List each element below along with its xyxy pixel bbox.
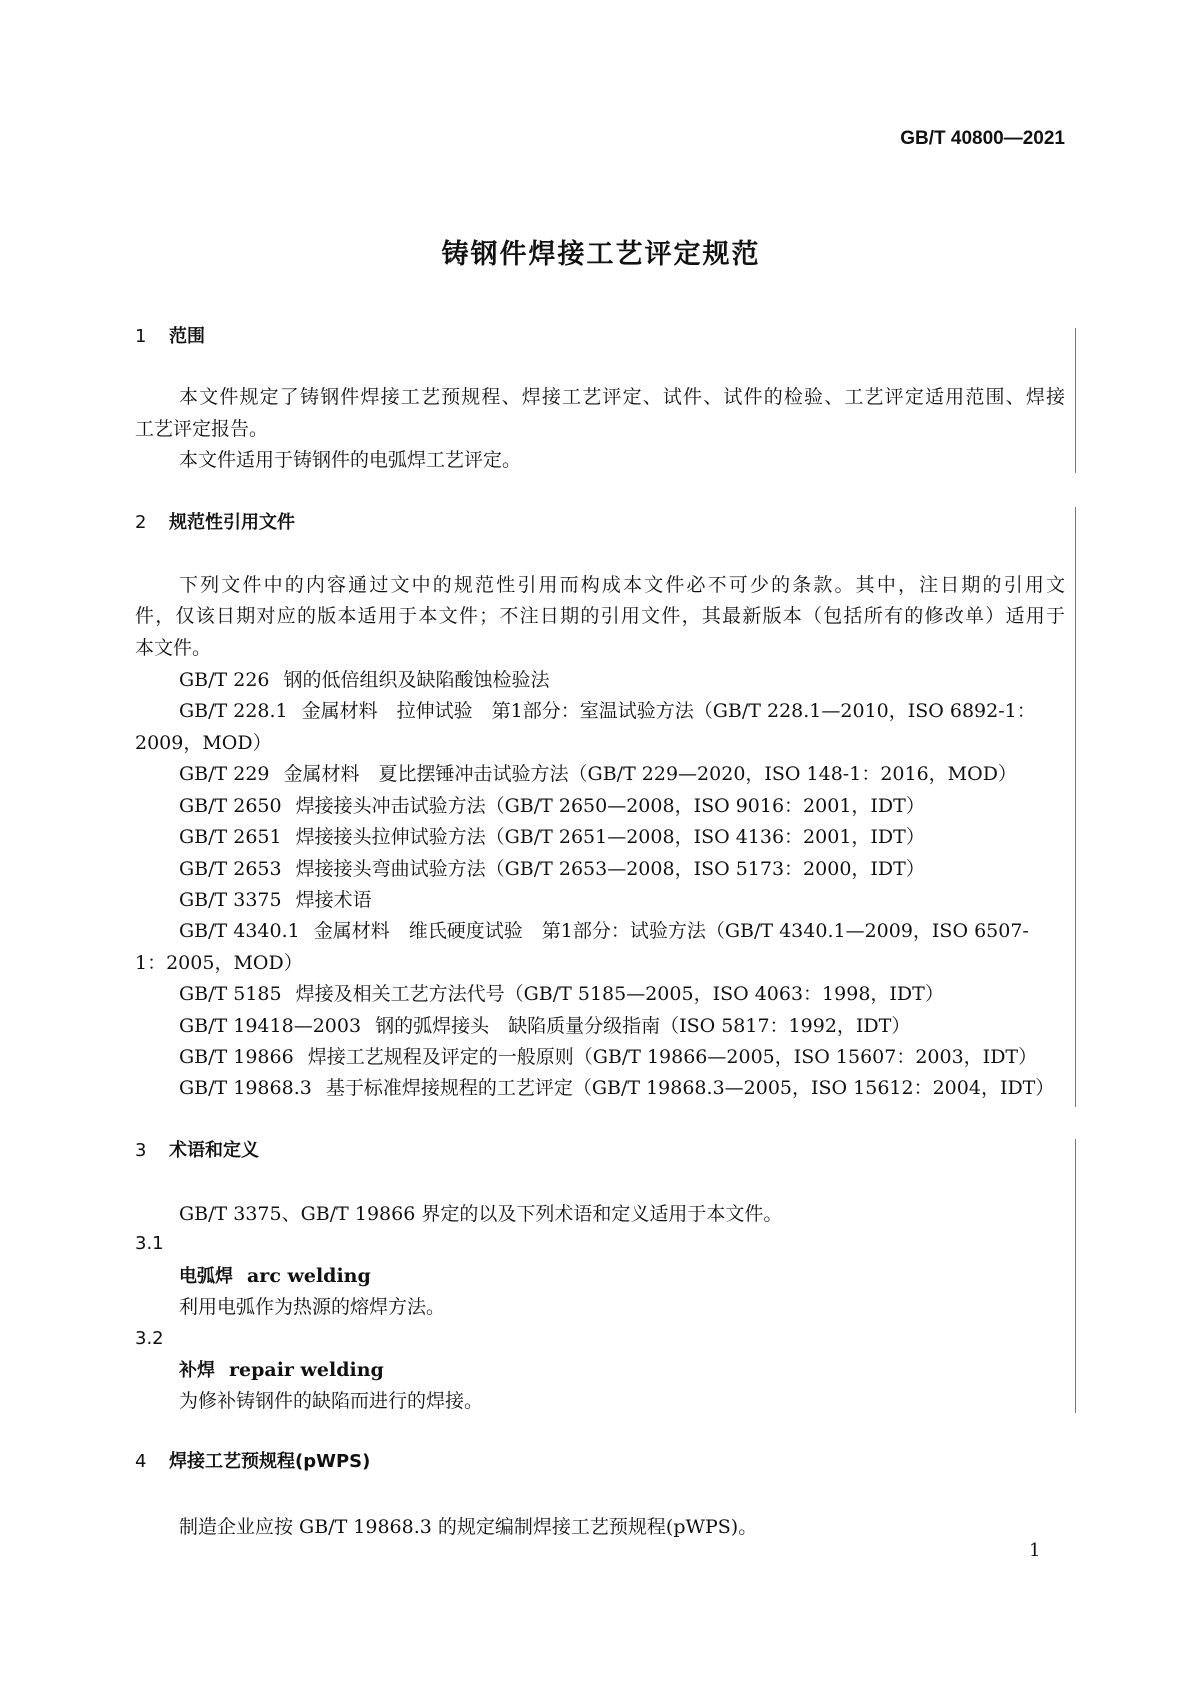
- reference-item: [179, 983, 1065, 1005]
- term-number: 3.1: [135, 1233, 164, 1254]
- section-number: 3: [135, 1140, 147, 1161]
- ref-code: GB/T 229: [179, 763, 270, 785]
- ref-code: GB/T 226: [179, 669, 270, 691]
- paragraph-line: 工艺评定报告。: [135, 418, 269, 440]
- paragraph-line: 制造企业应按 GB/T 19868.3 的规定编制焊接工艺预规程(pWPS)。: [179, 1516, 758, 1538]
- reference-continuation: 2009，MOD）: [135, 732, 272, 754]
- section-title: 范围: [169, 326, 205, 347]
- term-en: repair welding: [229, 1359, 384, 1381]
- reference-item: [179, 1015, 1065, 1037]
- term-en: arc welding: [247, 1265, 371, 1287]
- change-bar: [1075, 1139, 1076, 1413]
- reference-item: [179, 889, 1065, 911]
- section-heading-4: [135, 1451, 1065, 1473]
- ref-title: 焊接接头弯曲试验方法（GB/T 2653—2008，ISO 5173：2000，IDT）: [295, 858, 925, 880]
- change-bar: [1075, 507, 1076, 1107]
- term-definition: 为修补铸钢件的缺陷而进行的焊接。: [179, 1390, 484, 1412]
- ref-code: GB/T 228.1: [179, 700, 288, 722]
- ref-title: 钢的低倍组织及缺陷酸蚀检验法: [283, 669, 550, 691]
- paragraph-line: [179, 574, 1065, 596]
- reference-continuation: 1：2005，MOD）: [135, 952, 303, 974]
- reference-item: [179, 669, 1065, 691]
- ref-title: 焊接接头拉伸试验方法（GB/T 2651—2008，ISO 4136：2001，IDT）: [295, 826, 925, 848]
- ref-code: GB/T 3375: [179, 889, 282, 911]
- term-definition: 利用电弧作为热源的熔焊方法。: [179, 1296, 446, 1318]
- section-title: 术语和定义: [169, 1140, 259, 1161]
- ref-title: 钢的弧焊接头 缺陷质量分级指南（ISO 5817：1992，IDT）: [375, 1015, 911, 1037]
- ref-title: 金属材料 夏比摆锤冲击试验方法（GB/T 229—2020，ISO 148-1：2016，MOD）: [283, 763, 1017, 785]
- ref-code: GB/T 19418—2003: [179, 1015, 362, 1037]
- ref-title: 基于标准焊接规程的工艺评定（GB/T 19868.3—2005，ISO 15612：2004，IDT）: [325, 1077, 1055, 1099]
- ref-code: GB/T 19868.3: [179, 1077, 312, 1099]
- text: 件，仅该日期对应的版本适用于本文件；不注日期的引用文件，其最新版本（包括所有的修改单）适用于: [135, 605, 1065, 627]
- ref-title: 金属材料 拉伸试验 第1部分：室温试验方法（GB/T 228.1—2010，ISO 6892-1：: [301, 700, 1036, 722]
- reference-item: [179, 826, 1065, 848]
- paragraph-line: 本文件。: [135, 637, 212, 659]
- reference-item: [179, 1046, 1065, 1068]
- ref-title: 焊接工艺规程及评定的一般原则（GB/T 19866—2005，ISO 15607：2003，IDT）: [307, 1046, 1038, 1068]
- term-number: 3.2: [135, 1328, 164, 1349]
- section-number: 2: [135, 512, 147, 533]
- ref-code: GB/T 2653: [179, 858, 282, 880]
- term-entry: [179, 1359, 1065, 1382]
- section-heading-2: [135, 512, 1065, 534]
- reference-item: [179, 795, 1065, 817]
- text: 本文件规定了铸钢件焊接工艺预规程、焊接工艺评定、试件、试件的检验、工艺评定适用范围、焊接: [179, 386, 1065, 408]
- paragraph-line: 本文件适用于铸钢件的电弧焊工艺评定。: [179, 449, 522, 471]
- section-title: 规范性引用文件: [169, 512, 295, 533]
- section-heading-1: [135, 326, 1065, 348]
- ref-code: GB/T 2651: [179, 826, 282, 848]
- term-zh: 电弧焊: [179, 1266, 233, 1287]
- section-title: 焊接工艺预规程(pWPS): [169, 1451, 371, 1472]
- ref-code: GB/T 4340.1: [179, 920, 300, 942]
- ref-code: GB/T 5185: [179, 983, 282, 1005]
- ref-title: 金属材料 维氏硬度试验 第1部分：试验方法（GB/T 4340.1—2009，ISO 6507-: [313, 920, 1029, 942]
- reference-item: [179, 700, 1065, 722]
- text: 下列文件中的内容通过文中的规范性引用而构成本文件必不可少的条款。其中，注日期的引用文: [179, 574, 1065, 596]
- section-heading-3: [135, 1140, 1065, 1162]
- paragraph-line: [135, 605, 1065, 627]
- reference-item: [179, 1077, 1065, 1099]
- paragraph-line: [179, 386, 1065, 408]
- page-number: 1: [1029, 1540, 1041, 1561]
- term-entry: [179, 1265, 1065, 1288]
- reference-item: [179, 858, 1065, 880]
- change-bar: [1075, 328, 1076, 473]
- ref-title: 焊接接头冲击试验方法（GB/T 2650—2008，ISO 9016：2001，IDT）: [295, 795, 925, 817]
- ref-code: GB/T 19866: [179, 1046, 294, 1068]
- document-title: 铸钢件焊接工艺评定规范: [441, 239, 761, 270]
- paragraph-line: GB/T 3375、GB/T 19866 界定的以及下列术语和定义适用于本文件。: [179, 1203, 783, 1225]
- section-number: 1: [135, 326, 147, 347]
- standard-number: GB/T 40800—2021: [900, 128, 1065, 149]
- ref-title: 焊接术语: [295, 889, 372, 911]
- ref-code: GB/T 2650: [179, 795, 282, 817]
- ref-title: 焊接及相关工艺方法代号（GB/T 5185—2005，ISO 4063：1998，IDT）: [295, 983, 944, 1005]
- section-number: 4: [135, 1451, 147, 1472]
- term-zh: 补焊: [179, 1360, 215, 1381]
- reference-item: [179, 920, 1065, 942]
- reference-item: [179, 763, 1065, 785]
